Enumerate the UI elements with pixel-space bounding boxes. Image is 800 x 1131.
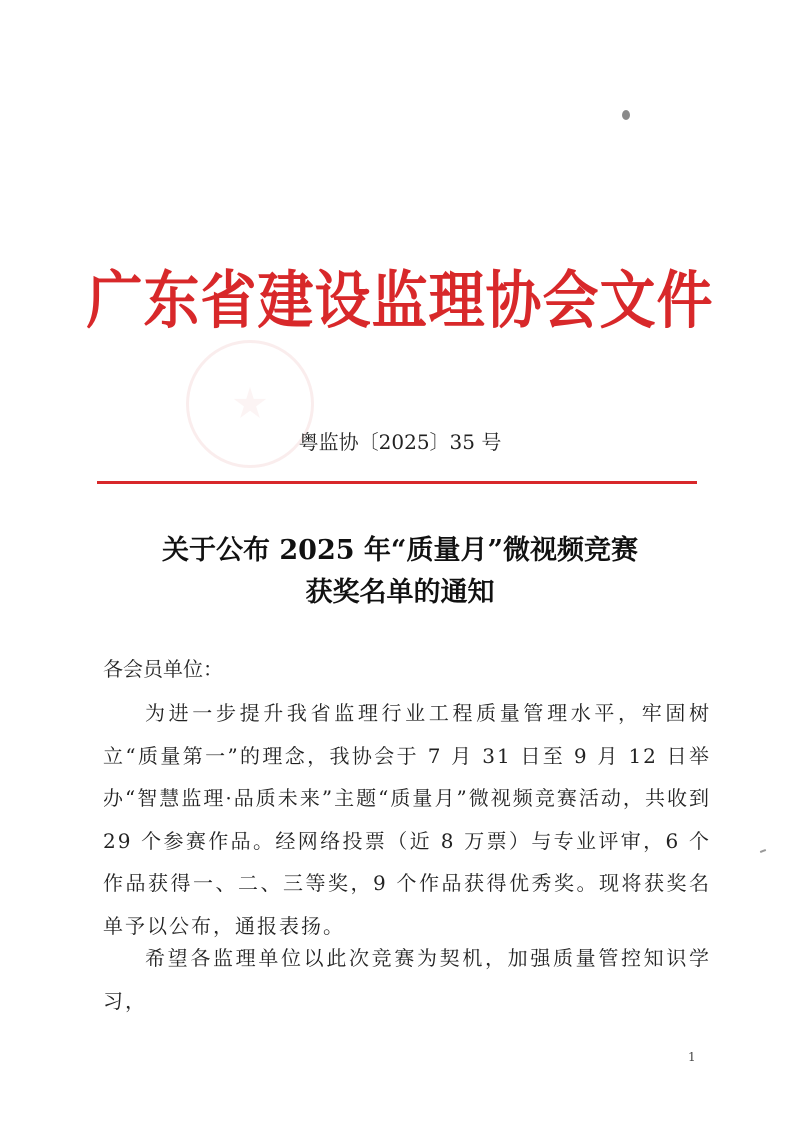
body-paragraph-1: 为进一步提升我省监理行业工程质量管理水平，牢固树立“质量第一”的理念，我协会于 7 月 31 日至 9 月 12 日举办“智慧监理·品质未来”主题“质量月”微视频竞赛活动，共收到 29 个参赛作品。经网络投票（近 8 万票）与专业评审，6 个作品获得一、二、三等奖，9 个作品获得优秀奖。现将获奖名单予以公布，通报表扬。 — [103, 701, 711, 938]
document-number: 粤监协〔2025〕35 号 — [298, 430, 502, 454]
notice-title-line-2: 获奖名单的通知 — [305, 577, 495, 608]
document-header-organization: 广东省建设监理协会文件 — [86, 265, 714, 338]
page-number: 1 — [688, 1050, 696, 1064]
notice-title-line-1: 关于公布 2025 年“质量月”微视频竞赛 — [161, 535, 638, 566]
body-paragraph-2: 希望各监理单位以此次竞赛为契机，加强质量管控知识学习， — [103, 946, 711, 1013]
scan-speck — [622, 110, 630, 120]
salutation: 各会员单位： — [103, 657, 223, 681]
header-divider-rule — [97, 481, 697, 484]
scan-speck — [760, 849, 766, 853]
